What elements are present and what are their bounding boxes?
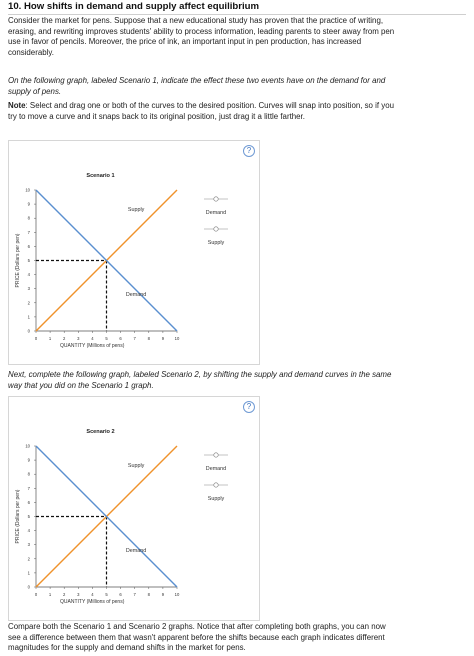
chart-title: Scenario 1 [86, 173, 115, 179]
y-tick-label: 9 [27, 201, 30, 207]
x-tick-label: 10 [174, 336, 180, 341]
y-tick-label: 5 [27, 258, 30, 263]
x-tick-label: 6 [119, 336, 122, 341]
y-tick-label: 3 [27, 542, 30, 548]
y-tick-label: 7 [27, 485, 30, 491]
y-tick-label: 7 [27, 229, 30, 235]
y-tick-label: 0 [27, 584, 30, 590]
note-label: Note [8, 101, 26, 110]
scenario2-instruction: Next, complete the following graph, labeled Scenario 2, by shifting the supply and demand curves in the same way that you did on the Scenario 1 graph. [8, 370, 392, 390]
y-tick-label: 10 [25, 443, 30, 449]
demand-tool-label: Demand [205, 466, 227, 472]
demand-tool[interactable] [204, 197, 228, 201]
supply-tool[interactable] [204, 227, 228, 231]
tool-handle-icon [214, 197, 218, 201]
question-title: 10. How shifts in demand and supply affect equilibrium [8, 1, 466, 15]
x-tick-label: 5 [105, 336, 108, 341]
x-tick-label: 4 [91, 592, 94, 597]
y-tick-label: 4 [27, 272, 30, 278]
y-tick-label: 1 [27, 570, 30, 576]
y-tick-label: 6 [27, 499, 30, 505]
intro-paragraph: Consider the market for pens. Suppose that a new educational study has proven that the practice of writing, erasing, and rewriting improves students' ability to process information, leading parents to steer away from pen use in favor of pencils. Moreover, the price of ink, an important input in pen production, has increased considerably. [8, 16, 395, 57]
y-tick-label: 4 [27, 528, 30, 534]
y-tick-label: 1 [27, 314, 30, 320]
x-tick-label: 2 [63, 336, 66, 341]
tool-handle-icon [214, 483, 218, 487]
x-tick-label: 9 [161, 336, 165, 341]
x-tick-label: 3 [77, 336, 80, 341]
y-tick-label: 2 [27, 300, 30, 306]
supply-curve-label: Supply [127, 207, 145, 214]
x-tick-label: 1 [48, 336, 52, 341]
x-tick-label: 3 [77, 592, 80, 597]
chart-title: Scenario 2 [86, 429, 115, 435]
x-axis-label: QUANTITY (Millions of pens) [60, 599, 125, 605]
supply-tool[interactable] [204, 483, 228, 487]
scenario1-graph-panel [8, 140, 260, 365]
note-paragraph [8, 101, 400, 122]
supply-curve-label: Supply [127, 463, 145, 470]
x-tick-label: 8 [147, 592, 150, 597]
scenario2-graph-panel [8, 396, 260, 621]
y-tick-label: 8 [27, 215, 30, 221]
x-tick-label: 0 [34, 592, 38, 597]
x-tick-label: 7 [133, 592, 136, 597]
supply-tool-label: Supply [207, 240, 225, 246]
y-tick-label: 2 [27, 556, 30, 562]
tool-handle-icon [214, 227, 218, 231]
x-tick-label: 0 [34, 336, 38, 341]
x-tick-label: 5 [105, 592, 108, 597]
y-tick-label: 0 [27, 328, 30, 334]
scenario1-instruction: On the following graph, labeled Scenario 1, indicate the effect these two events have on the demand for and supply of pens. [8, 76, 386, 96]
y-tick-label: 9 [27, 457, 30, 463]
demand-curve-label: Demand [125, 547, 147, 554]
x-tick-label: 4 [91, 336, 94, 341]
y-tick-label: 10 [25, 187, 30, 193]
help-icon[interactable]: ? [243, 145, 255, 157]
x-tick-label: 8 [147, 336, 150, 341]
y-tick-label: 8 [27, 471, 30, 477]
conclusion-paragraph: Compare both the Scenario 1 and Scenario 2 graphs. Notice that after completing both graphs, you can now see a difference between them that wasn't apparent before the shifts because each graph indicates different magnitudes for the supply and demand shifts in the market for pens. [8, 622, 386, 653]
y-tick-label: 6 [27, 243, 30, 249]
tool-handle-icon [214, 453, 218, 457]
x-tick-label: 1 [48, 592, 52, 597]
x-tick-label: 7 [133, 336, 136, 341]
x-tick-label: 2 [63, 592, 66, 597]
x-tick-label: 9 [161, 592, 165, 597]
demand-tool[interactable] [204, 453, 228, 457]
demand-curve-label: Demand [125, 291, 147, 298]
scenario2-chart [9, 397, 259, 620]
x-axis-label: QUANTITY (Millions of pens) [60, 343, 125, 349]
help-icon[interactable]: ? [243, 401, 255, 413]
y-axis-label: PRICE (Dollars per pen) [15, 233, 21, 288]
note-text: : Select and drag one or both of the curves to the desired position. Curves will snap into position, so if you try to move a curve and it snaps back to its original position, just drag it a little farther. [8, 101, 394, 121]
x-tick-label: 6 [119, 592, 122, 597]
y-axis-label: PRICE (Dollars per pen) [15, 489, 21, 544]
y-tick-label: 5 [27, 514, 30, 519]
y-tick-label: 3 [27, 286, 30, 292]
scenario1-chart [9, 141, 259, 364]
supply-tool-label: Supply [207, 496, 225, 502]
x-tick-label: 10 [174, 592, 180, 597]
demand-tool-label: Demand [205, 210, 227, 216]
